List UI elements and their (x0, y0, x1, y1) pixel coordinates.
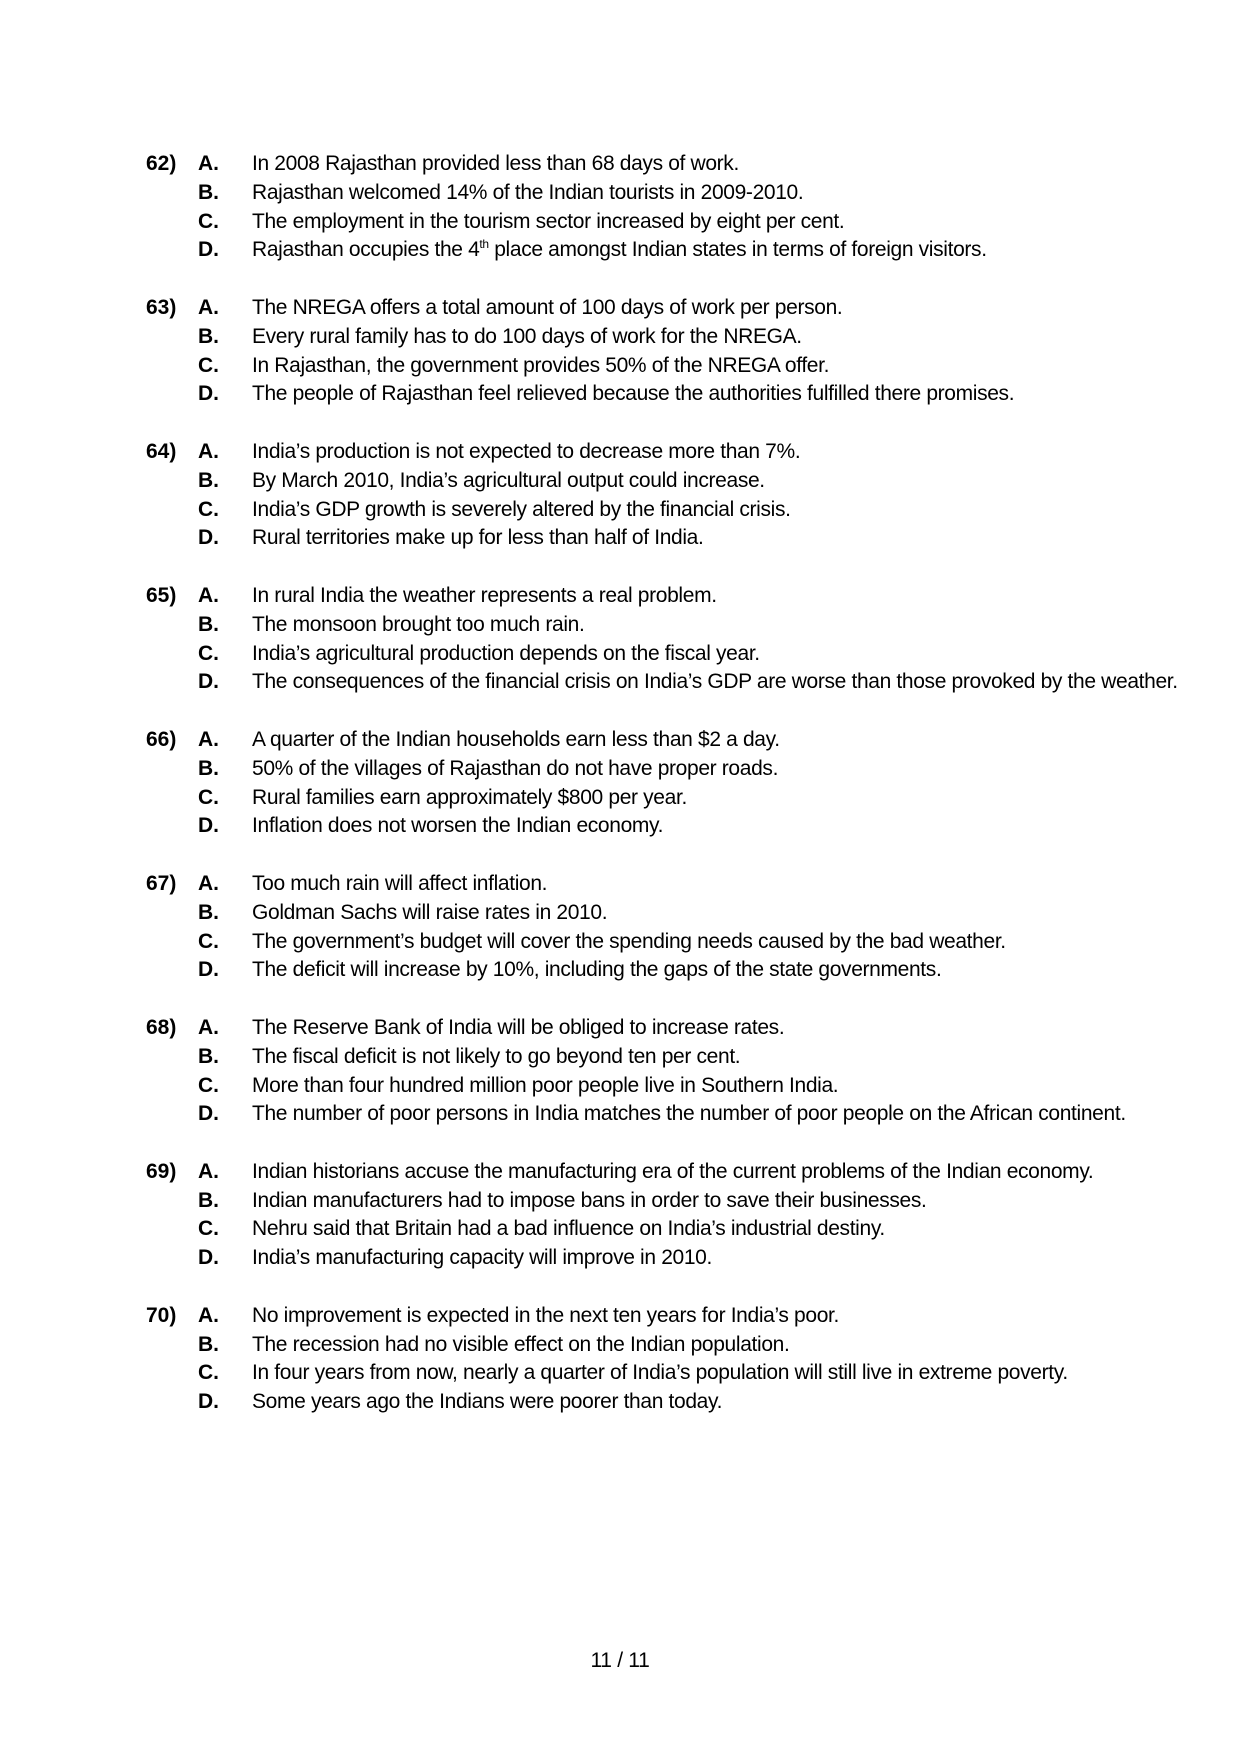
answer-option (146, 1158, 1206, 1187)
option-text-main: In four years from now, nearly a quarter of India’s population will still live in extreme poverty. (252, 1361, 1068, 1385)
option-text-main: In 2008 Rajasthan provided less than 68 days of work. (252, 152, 739, 175)
question-number: 67) (146, 871, 177, 895)
answer-option (146, 467, 1206, 496)
option-text (252, 1331, 789, 1360)
option-text-main: No improvement is expected in the next ten years for India’s poor. (252, 1303, 840, 1327)
option-letter: B. (198, 900, 219, 924)
option-letter: D. (198, 814, 219, 838)
option-text (252, 1072, 838, 1101)
option-text-main: The Reserve Bank of India will be obliged to increase rates. (252, 1015, 785, 1039)
option-letter: C. (198, 353, 219, 377)
ordinal-superscript: th (479, 237, 489, 252)
option-text-main: Goldman Sachs will raise rates in 2010. (252, 900, 608, 924)
option-letter: D. (198, 526, 219, 550)
option-text-main: The NREGA offers a total amount of 100 days of work per person. (252, 295, 843, 319)
option-letter: C. (198, 1073, 219, 1097)
option-letter: A. (198, 583, 219, 607)
option-text (252, 928, 1006, 957)
option-letter: C. (198, 209, 219, 233)
answer-option (146, 928, 1206, 957)
answer-option (146, 582, 1206, 611)
answer-option (146, 726, 1206, 755)
option-letter: B. (198, 1188, 219, 1212)
answer-option (146, 611, 1206, 640)
question-block (146, 582, 1206, 697)
option-text (252, 611, 584, 640)
option-text (252, 1359, 1068, 1388)
answer-option (146, 179, 1206, 208)
option-text (252, 812, 663, 841)
option-text (252, 208, 844, 237)
question-number: 70) (146, 1303, 177, 1327)
option-letter: B. (198, 1332, 219, 1356)
option-text-main: The monsoon brought too much rain. (252, 612, 585, 636)
option-text (252, 496, 791, 525)
option-text (252, 323, 802, 352)
option-letter: A. (198, 1015, 219, 1039)
answer-option (146, 1187, 1206, 1216)
answer-option (146, 438, 1206, 467)
option-text-main: Inflation does not worsen the Indian economy. (252, 814, 664, 838)
option-text-main: The recession had no visible effect on the Indian population. (252, 1332, 790, 1356)
option-letter: C. (198, 641, 219, 665)
option-letter: D. (198, 1102, 219, 1126)
option-letter: B. (198, 180, 219, 204)
option-text-main: The government’s budget will cover the spending needs caused by the bad weather. (252, 929, 1006, 953)
option-text (252, 150, 739, 179)
option-text (252, 956, 941, 985)
answer-option (146, 294, 1206, 323)
option-text (252, 726, 780, 755)
option-letter: D. (198, 382, 219, 406)
option-text (252, 1187, 927, 1216)
question-number: 63) (146, 295, 177, 319)
option-text (252, 352, 829, 381)
answer-option (146, 1302, 1206, 1331)
option-text (252, 668, 1178, 697)
option-text-main: India’s manufacturing capacity will improve in 2010. (252, 1246, 712, 1270)
option-letter: B. (198, 468, 219, 492)
option-text (252, 582, 717, 611)
option-text-main: More than four hundred million poor people live in Southern India. (252, 1073, 839, 1097)
answer-option (146, 870, 1206, 899)
question-list (146, 150, 1206, 1446)
option-text-main: India’s GDP growth is severely altered by the financial crisis. (252, 497, 791, 521)
option-text (252, 1244, 712, 1273)
question-number: 64) (146, 439, 177, 463)
option-text (252, 870, 547, 899)
option-text-main: The employment in the tourism sector increased by eight per cent. (252, 209, 845, 233)
answer-option (146, 352, 1206, 381)
answer-option (146, 208, 1206, 237)
question-block (146, 1158, 1206, 1273)
option-text-main: By March 2010, India’s agricultural output could increase. (252, 468, 765, 492)
option-letter: A. (198, 871, 219, 895)
answer-option (146, 956, 1206, 985)
option-text-main: The number of poor persons in India matches the number of poor people on the African continent. (252, 1102, 1126, 1126)
question-block (146, 1302, 1206, 1417)
option-letter: C. (198, 929, 219, 953)
option-text-main: Some years ago the Indians were poorer than today. (252, 1390, 723, 1414)
question-block (146, 438, 1206, 553)
option-text (252, 467, 765, 496)
option-text (252, 899, 607, 928)
option-text-main: 50% of the villages of Rajasthan do not have proper roads. (252, 756, 779, 780)
option-text (252, 1302, 839, 1331)
option-text (252, 294, 842, 323)
option-text-main: India’s agricultural production depends on the fiscal year. (252, 641, 760, 665)
option-letter: C. (198, 497, 219, 521)
option-text (252, 236, 987, 265)
question-block (146, 150, 1206, 265)
answer-option (146, 668, 1206, 697)
question-block (146, 870, 1206, 985)
question-number: 62) (146, 152, 177, 175)
answer-option (146, 1014, 1206, 1043)
option-letter: B. (198, 1044, 219, 1068)
page-number: 11 / 11 (590, 1649, 650, 1672)
option-letter: A. (198, 439, 219, 463)
option-text-main: Rajasthan welcomed 14% of the Indian tourists in 2009-2010. (252, 180, 804, 204)
option-text-continued: place amongst Indian states in terms of foreign visitors. (488, 238, 987, 262)
option-text-main: Rural territories make up for less than half of India. (252, 526, 704, 550)
answer-option (146, 1388, 1206, 1417)
answer-option (146, 1331, 1206, 1360)
option-text (252, 438, 800, 467)
option-letter: D. (198, 958, 219, 982)
question-block (146, 294, 1206, 409)
option-text (252, 524, 704, 553)
option-letter: B. (198, 612, 219, 636)
answer-option (146, 640, 1206, 669)
answer-option (146, 323, 1206, 352)
option-letter: A. (198, 295, 219, 319)
answer-option (146, 1100, 1206, 1129)
option-text-main: The consequences of the financial crisis on India’s GDP are worse than those provoked by the weather. (252, 670, 1178, 694)
answer-option (146, 524, 1206, 553)
option-text-main: Rajasthan occupies the 4 (252, 238, 480, 262)
answer-option (146, 1072, 1206, 1101)
question-number: 68) (146, 1015, 177, 1039)
option-text (252, 1100, 1126, 1129)
answer-option (146, 1359, 1206, 1388)
option-letter: A. (198, 1159, 219, 1183)
option-text-main: Indian historians accuse the manufacturing era of the current problems of the Indian economy. (252, 1159, 1094, 1183)
option-text-main: The people of Rajasthan feel relieved because the authorities fulfilled there promises. (252, 382, 1015, 406)
option-text (252, 1043, 740, 1072)
option-text-main: In Rajasthan, the government provides 50% of the NREGA offer. (252, 353, 830, 377)
option-text-main: Too much rain will affect inflation. (252, 871, 548, 895)
question-number: 65) (146, 583, 177, 607)
answer-option (146, 755, 1206, 784)
option-text-main: Nehru said that Britain had a bad influence on India’s industrial destiny. (252, 1217, 885, 1241)
option-letter: D. (198, 1390, 219, 1414)
option-text (252, 755, 778, 784)
question-number: 66) (146, 727, 177, 751)
option-letter: C. (198, 785, 219, 809)
answer-option (146, 812, 1206, 841)
option-text-main: The fiscal deficit is not likely to go beyond ten per cent. (252, 1044, 741, 1068)
option-letter: B. (198, 324, 219, 348)
option-text-main: Rural families earn approximately $800 per year. (252, 785, 687, 809)
option-text-main: The deficit will increase by 10%, including the gaps of the state governments. (252, 958, 942, 982)
option-text (252, 784, 687, 813)
option-text-main: Every rural family has to do 100 days of work for the NREGA. (252, 324, 802, 348)
answer-option (146, 1244, 1206, 1273)
answer-option (146, 1043, 1206, 1072)
option-text (252, 1388, 722, 1417)
option-letter: D. (198, 1246, 219, 1270)
option-text (252, 640, 760, 669)
option-text (252, 1158, 1093, 1187)
answer-option (146, 784, 1206, 813)
option-letter: C. (198, 1217, 219, 1241)
question-block (146, 726, 1206, 841)
option-text-main: A quarter of the Indian households earn less than $2 a day. (252, 727, 780, 751)
answer-option (146, 150, 1206, 179)
option-letter: B. (198, 756, 219, 780)
answer-option (146, 1215, 1206, 1244)
option-letter: A. (198, 727, 219, 751)
option-text (252, 380, 1014, 409)
option-text-main: India’s production is not expected to decrease more than 7%. (252, 439, 801, 463)
option-letter: A. (198, 152, 219, 175)
answer-option (146, 899, 1206, 928)
answer-option (146, 380, 1206, 409)
option-text (252, 1215, 885, 1244)
option-letter: D. (198, 670, 219, 694)
option-text-main: Indian manufacturers had to impose bans in order to save their businesses. (252, 1188, 927, 1212)
option-letter: C. (198, 1361, 219, 1385)
question-block (146, 1014, 1206, 1129)
option-letter: D. (198, 238, 219, 262)
option-text (252, 179, 803, 208)
option-letter: A. (198, 1303, 219, 1327)
option-text-main: In rural India the weather represents a real problem. (252, 583, 717, 607)
option-text (252, 1014, 784, 1043)
answer-option (146, 496, 1206, 525)
question-number: 69) (146, 1159, 177, 1183)
answer-option (146, 236, 1206, 265)
